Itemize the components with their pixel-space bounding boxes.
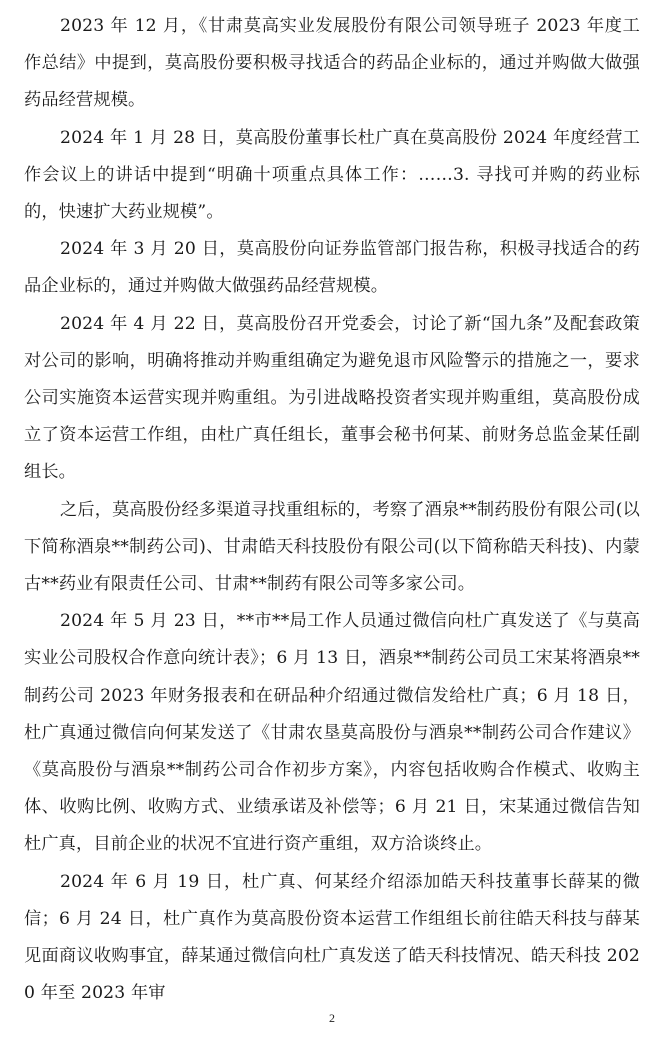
paragraph-haotian-contact: 2024 年 6 月 19 日，杜广真、何某经介绍添加皓天科技董事长薛某的微信；6 月 24 日，杜广真作为莫高股份资本运营工作组组长前往皓天科技与薛某见面商议收购事宜，薛某通过微信向杜广真发送了皓天科技情况、皓天科技 2020 年至 2023 年审 [24, 871, 640, 1004]
paragraph-target-search: 之后，莫高股份经多渠道寻找重组标的，考察了酒泉**制药股份有限公司(以下简称酒泉**制药公司)、甘肃皓天科技股份有限公司(以下简称皓天科技)、内蒙古**药业有限责任公司、甘肃**制药有限公司等多家公司。 [24, 499, 640, 595]
document-page-body [24, 8, 640, 1012]
paragraph-2024-annual-meeting: 2024 年 1 月 28 日，莫高股份董事长杜广真在莫高股份 2024 年度经营工作会议上的讲话中提到“明确十项重点具体工作：……3. 寻找可并购的药业标的，快速扩大药业规模”。 [24, 127, 640, 223]
paragraph-jiuquan-negotiation: 2024 年 5 月 23 日，**市**局工作人员通过微信向杜广真发送了《与莫高实业公司股权合作意向统计表》；6 月 13 日，酒泉**制药公司员工宋某将酒泉**制药公司 2023 年财务报表和在研品种介绍通过微信发给杜广真；6 月 18 日，杜广真通过微信向何某发送了《甘肃农垦莫高股份与酒泉**制药公司合作建议》《莫高股份与酒泉**制药公司合作初步方案》，内容包括收购合作模式、收购主体、收购比例、收购方式、业绩承诺及补偿等；6 月 21 日，宋某通过微信告知杜广真，目前企业的状况不宜进行资产重组，双方洽谈终止。 [24, 611, 640, 855]
paragraph-party-committee: 2024 年 4 月 22 日，莫高股份召开党委会，讨论了新“国九条”及配套政策对公司的影响，明确将推动并购重组确定为避免退市风险警示的措施之一，要求公司实施资本运营实现并购重组。为引进战略投资者实现并购重组，莫高股份成立了资本运营工作组，由杜广真任组长，董事会秘书何某、前财务总监金某任副组长。 [24, 313, 640, 483]
paragraph-securities-report: 2024 年 3 月 20 日，莫高股份向证券监管部门报告称，积极寻找适合的药品企业标的，通过并购做大做强药品经营规模。 [24, 239, 640, 297]
paragraph-2023-work-summary: 2023 年 12 月，《甘肃莫高实业发展股份有限公司领导班子 2023 年度工作总结》中提到，莫高股份要积极寻找适合的药品企业标的，通过并购做大做强药品经营规模。 [24, 16, 640, 111]
page-number: 2 [329, 1011, 335, 1025]
